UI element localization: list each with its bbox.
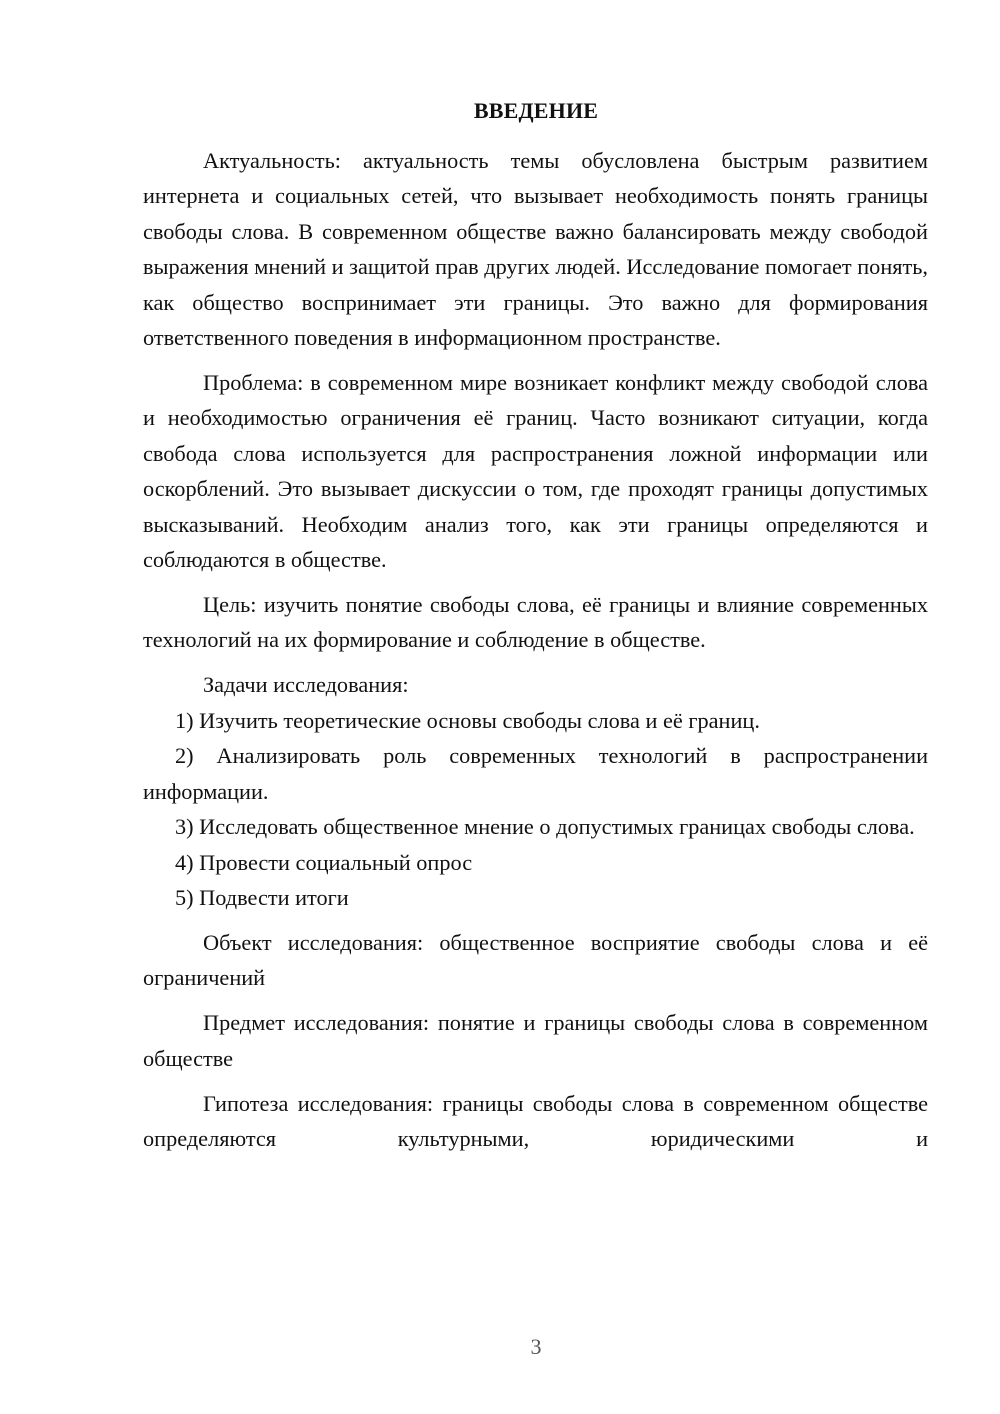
task-item-1: 1) Изучить теоретические основы свободы слова и её границ. — [175, 707, 760, 733]
task-item-3: 3) Исследовать общественное мнение о допустимых границах свободы слова. — [175, 814, 915, 840]
paragraph-subject: Предмет исследования: понятие и границы свободы слова в современном обществе — [143, 1010, 928, 1071]
paragraph-goal: Цель: изучить понятие свободы слова, её границы и влияние современных технологий на их формирование и соблюдение в обществе. — [143, 592, 928, 653]
page-title: ВВЕДЕНИЕ — [473, 98, 599, 123]
paragraph-relevance: Актуальность: актуальность темы обусловлена быстрым развитием интернета и социальных сетей, что вызывает необходимость понять границы свободы слова. В современном обществе важно балансировать между свободой выражения мнений и защитой прав других людей. Исследование помогает понять, как общество воспринимает эти границы. Это важно для формирования ответственного поведения в информационном пространстве. — [143, 148, 928, 351]
task-item-4: 4) Провести социальный опрос — [175, 849, 473, 875]
task-item-5: 5) Подвести итоги — [175, 884, 349, 910]
paragraph-hypothesis: Гипотеза исследования: границы свободы слова в современном обществе определяются культурными, юридическими и — [143, 1090, 928, 1152]
task-item-2: 2) Анализировать роль современных технологий в распространении информации. — [143, 743, 928, 804]
page-number: 3 — [530, 1334, 542, 1359]
paragraph-problem: Проблема: в современном мире возникает конфликт между свободой слова и необходимостью ограничения её границ. Часто возникают ситуации, когда свобода слова используется для распространения ложной информации или оскорблений. Это вызывает дискуссии о том, где проходят границы допустимых высказываний. Необходим анализ того, как эти границы определяются и соблюдаются в обществе. — [143, 370, 928, 573]
paragraph-object: Объект исследования: общественное восприятие свободы слова и её ограничений — [143, 929, 928, 991]
document-body — [143, 143, 928, 1157]
paragraph-tasks-heading: Задачи исследования: — [203, 672, 409, 698]
